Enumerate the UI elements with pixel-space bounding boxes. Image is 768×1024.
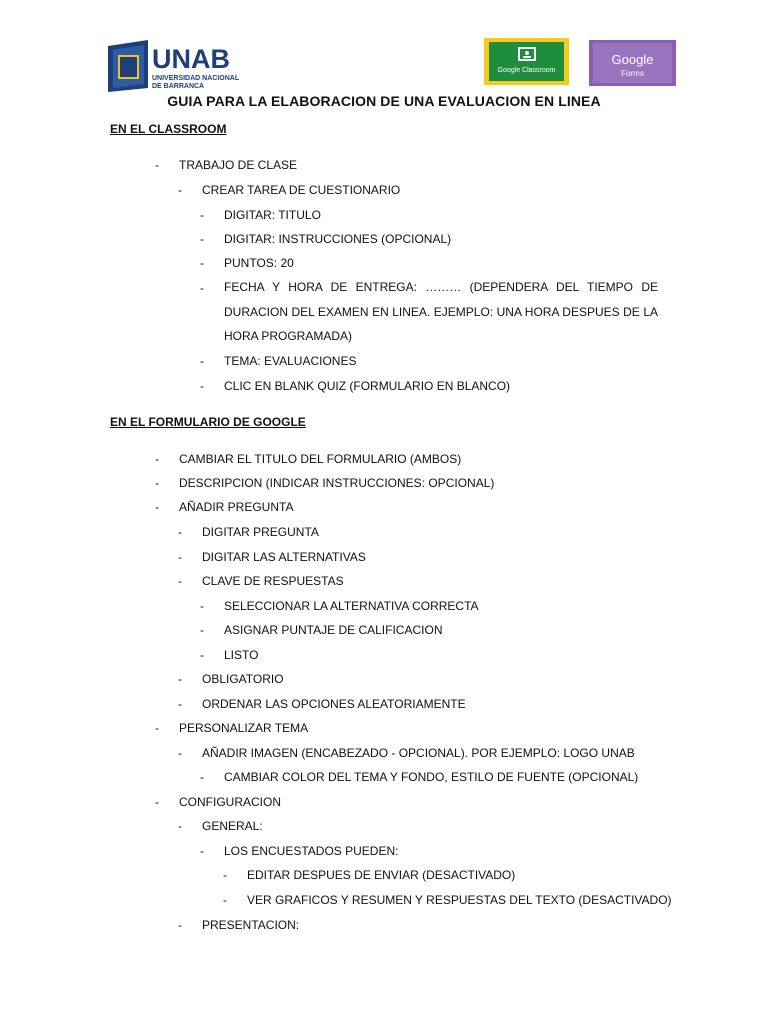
- google-classroom-logo: [484, 38, 569, 85]
- forms-label-forms: Forms: [621, 69, 644, 78]
- svg-text:DE BARRANCA: DE BARRANCA: [152, 83, 205, 90]
- svg-text:UNAB: UNAB: [152, 44, 230, 74]
- section-heading-classroom: EN EL CLASSROOM: [110, 122, 227, 136]
- unab-emblem-icon: [108, 40, 250, 92]
- classroom-board-icon: [518, 47, 536, 63]
- forms-label-google: Google: [611, 52, 654, 67]
- document-title: GUIA PARA LA ELABORACION DE UNA EVALUACION EN LINEA: [167, 93, 601, 109]
- classroom-label: Google Classroom: [497, 67, 556, 74]
- google-forms-logo: [589, 40, 676, 86]
- unab-logo: [108, 40, 250, 92]
- section-heading-google-form: EN EL FORMULARIO DE GOOGLE: [110, 415, 306, 429]
- svg-text:UNIVERSIDAD NACIONAL: UNIVERSIDAD NACIONAL: [152, 75, 240, 82]
- list-item-paragraph: FECHA Y HORA DE ENTREGA: ……… (DEPENDERA DEL TIEMPO DE DURACION DEL EXAMEN EN LINEA. EJEMPLO: UNA HORA DESPUES DE LA HORA PROGRAMADA): [224, 280, 658, 343]
